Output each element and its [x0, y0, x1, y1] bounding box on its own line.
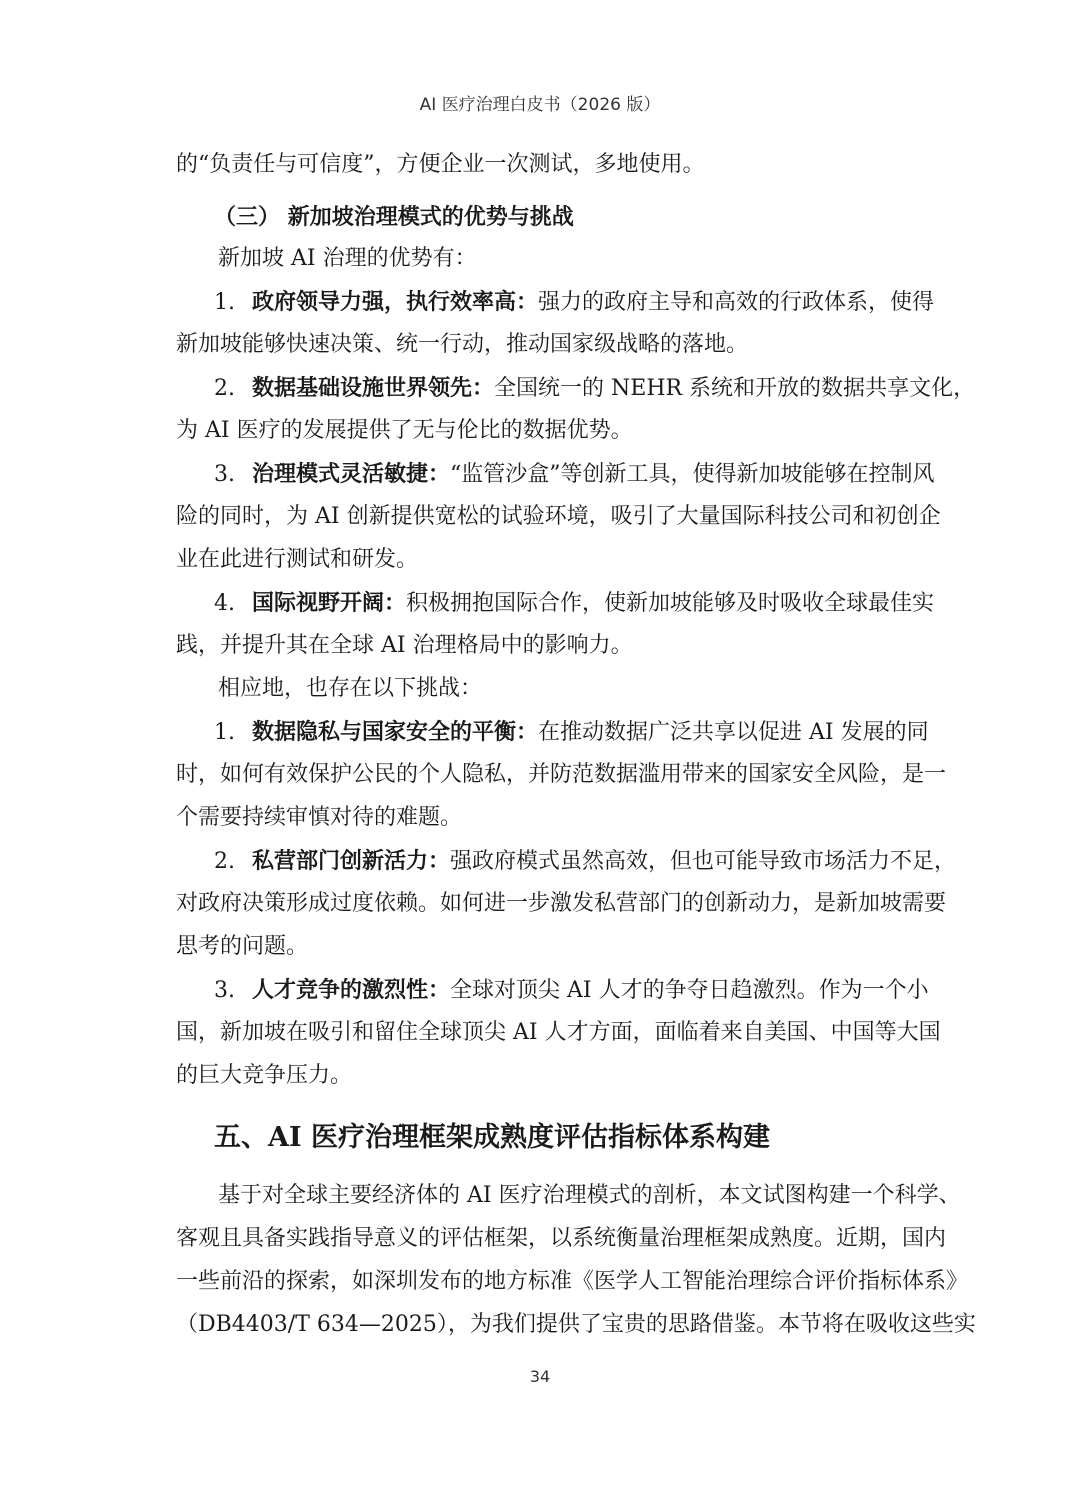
item-number: 1. — [214, 290, 235, 315]
paragraph-line: 对政府决策形成过度依赖。如何进一步激发私营部门的创新动力，是新加坡需要 — [176, 891, 947, 916]
advantage-item-2 — [214, 373, 976, 404]
paragraph-line: 为 AI 医疗的发展提供了无与伦比的数据优势。 — [176, 418, 633, 443]
item-bold-lead: 治理模式灵活敏捷： — [252, 461, 451, 487]
advantage-item-3 — [214, 459, 935, 490]
item-bold-lead: 政府领导力强，执行效率高： — [252, 289, 539, 315]
advantage-item-1 — [214, 287, 935, 318]
subsection-number: （三） — [214, 204, 281, 230]
paragraph-line: 时，如何有效保护公民的个人隐私，并防范数据滥用带来的国家安全风险，是一 — [176, 762, 947, 787]
item-text: 积极拥抱国际合作，使新加坡能够及时吸收全球最佳实 — [406, 591, 935, 616]
section-title: 五、AI 医疗治理框架成熟度评估指标体系构建 — [214, 1122, 770, 1153]
item-text: 全国统一的 NEHR 系统和开放的数据共享文化， — [494, 376, 976, 401]
challenges-intro: 相应地，也存在以下挑战： — [218, 676, 483, 701]
paragraph-line: 一些前沿的探索，如深圳发布的地方标准《医学人工智能治理综合评价指标体系》 — [176, 1269, 969, 1294]
paragraph-line: 险的同时，为 AI 创新提供宽松的试验环境，吸引了大量国际科技公司和初创企 — [176, 504, 941, 529]
subsection-heading — [214, 202, 944, 232]
item-text: “监管沙盒”等创新工具，使得新加坡能够在控制风 — [450, 462, 935, 487]
item-number: 3. — [214, 978, 235, 1003]
paragraph-line: 基于对全球主要经济体的 AI 医疗治理模式的剖析，本文试图构建一个科学、 — [218, 1183, 961, 1208]
paragraph-line: 个需要持续审慎对待的难题。 — [176, 805, 463, 830]
item-text: 强力的政府主导和高效的行政体系，使得 — [538, 290, 935, 315]
paragraph-line: 的“负责任与可信度”，方便企业一次测试，多地使用。 — [176, 152, 705, 177]
item-number: 1. — [214, 720, 235, 745]
challenge-item-2 — [214, 846, 957, 877]
item-bold-lead: 数据基础设施世界领先： — [252, 375, 495, 401]
advantages-intro: 新加坡 AI 治理的优势有： — [218, 246, 477, 271]
item-number: 2. — [214, 849, 235, 874]
paragraph-line: 国，新加坡在吸引和留住全球顶尖 AI 人才方面，面临着来自美国、中国等大国 — [176, 1020, 941, 1045]
paragraph-line: 新加坡能够快速决策、统一行动，推动国家级战略的落地。 — [176, 332, 749, 357]
paragraph-line: 的巨大竞争压力。 — [176, 1063, 353, 1088]
paragraph-line: （DB4403/T 634—2025），为我们提供了宝贵的思路借鉴。本节将在吸收这些实 — [176, 1312, 976, 1337]
paragraph-line: 思考的问题。 — [176, 934, 309, 959]
subsection-title: 新加坡治理模式的优势与挑战 — [287, 204, 574, 230]
item-bold-lead: 国际视野开阔： — [252, 590, 407, 616]
paragraph-line: 业在此进行测试和研发。 — [176, 547, 419, 572]
item-bold-lead: 人才竞争的激烈性： — [252, 977, 451, 1003]
advantage-item-4 — [214, 588, 935, 619]
item-number: 4. — [214, 591, 235, 616]
item-bold-lead: 私营部门创新活力： — [252, 848, 451, 874]
item-text: 全球对顶尖 AI 人才的争夺日趋激烈。作为一个小 — [450, 978, 929, 1003]
page-number: 34 — [529, 1367, 551, 1386]
challenge-item-1 — [214, 717, 929, 748]
challenge-item-3 — [214, 975, 929, 1006]
item-bold-lead: 数据隐私与国家安全的平衡： — [252, 719, 539, 745]
item-text: 强政府模式虽然高效，但也可能导致市场活力不足， — [450, 849, 957, 874]
paragraph-line: 客观且具备实践指导意义的评估框架，以系统衡量治理框架成熟度。近期，国内 — [176, 1226, 947, 1251]
page-header: AI 医疗治理白皮书（2026 版） — [419, 95, 661, 115]
item-number: 3. — [214, 462, 235, 487]
item-text: 在推动数据广泛共享以促进 AI 发展的同 — [538, 720, 929, 745]
paragraph-line: 践，并提升其在全球 AI 治理格局中的影响力。 — [176, 633, 633, 658]
item-number: 2. — [214, 376, 235, 401]
